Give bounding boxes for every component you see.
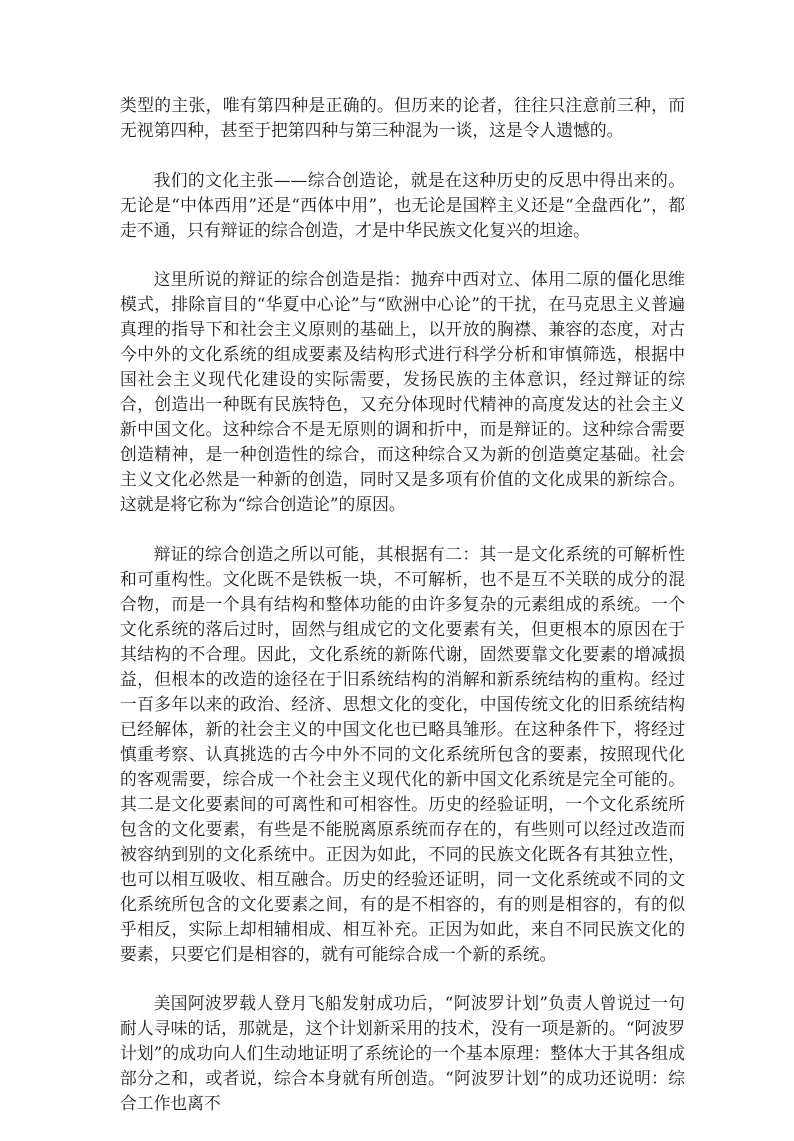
- paragraph-cultural-stance: 我们的文化主张——综合创造论，就是在这种历史的反思中得出来的。无论是“中体西用”还是“西体中用”，也无论是国粹主义还是“全盘西化”，都走不通，只有辩证的综合创造，才是中华民族文化复兴的坦途。: [120, 169, 685, 240]
- paragraph-grounds: 辩证的综合创造之所以可能，其根据有二：其一是文化系统的可解析性和可重构性。文化既不是铁板一块，不可解析，也不是互不关联的成分的混合物，而是一个具有结构和整体功能的由许多复杂的元素组成的系统。一个文化系统的落后过时，固然与组成它的文化要素有关，但更根本的原因在于其结构的不合理。因此，文化系统的新陈代谢，固然要靠文化要素的增减损益，但根本的改造的途径在于旧系统结构的消解和新系统结构的重构。经过一百多年以来的政治、经济、思想文化的变化，中国传统文化的旧系统结构已经解体，新的社会主义的中国文化也已略具雏形。在这种条件下，将经过慎重考察、认真挑选的古今中外不同的文化系统所包含的要素，按照现代化的客观需要，综合成一个社会主义现代化的新中国文化系统是完全可能的。其二是文化要素间的可离性和可相容性。历史的经验证明，一个文化系统所包含的文化要素，有些是不能脱离原系统而存在的，有些则可以经过改造而被容纳到别的文化系统中。正因为如此，不同的民族文化既各有其独立性，也可以相互吸收、相互融合。历史的经验还证明，同一文化系统或不同的文化系统所包含的文化要素之间，有的是不相容的，有的则是相容的，有的似乎相反，实际上却相辅相成、相互补充。正因为如此，来自不同民族文化的要素，只要它们是相容的，就有可能综合成一个新的系统。: [120, 543, 685, 964]
- document-body: [120, 93, 685, 1141]
- paragraph-apollo: 美国阿波罗载人登月飞船发射成功后，“阿波罗计划”负责人曾说过一句耐人寻味的话，那就是，这个计划新采用的技术，没有一项是新的。“阿波罗计划”的成功向人们生动地证明了系统论的一个基本原理：整体大于其各组成部分之和，或者说，综合本身就有所创造。“阿波罗计划”的成功还说明：综合工作也离不: [120, 993, 685, 1113]
- paragraph-continued: 类型的主张，唯有第四种是正确的。但历来的论者，往往只注意前三种，而无视第四种，甚至于把第四种与第三种混为一谈，这是令人遗憾的。: [120, 95, 685, 140]
- paragraph-definition: 这里所说的辩证的综合创造是指：抛弃中西对立、体用二原的僵化思维模式，排除盲目的“华夏中心论”与“欧洲中心论”的干扰，在马克思主义普遍真理的指导下和社会主义原则的基础上，以开放的胸襟、兼容的态度，对古今中外的文化系统的组成要素及结构形式进行科学分析和审慎筛选，根据中国社会主义现代化建设的实际需要，发扬民族的主体意识，经过辩证的综合，创造出一种既有民族特色，又充分体现时代精神的高度发达的社会主义新中国文化。这种综合不是无原则的调和折中，而是辩证的。这种综合需要创造精神，是一种创造性的综合，而这种综合又为新的创造奠定基础。社会主义文化必然是一种新的创造，同时又是多项有价值的文化成果的新综合。这就是将它称为“综合创造论”的原因。: [120, 269, 685, 514]
